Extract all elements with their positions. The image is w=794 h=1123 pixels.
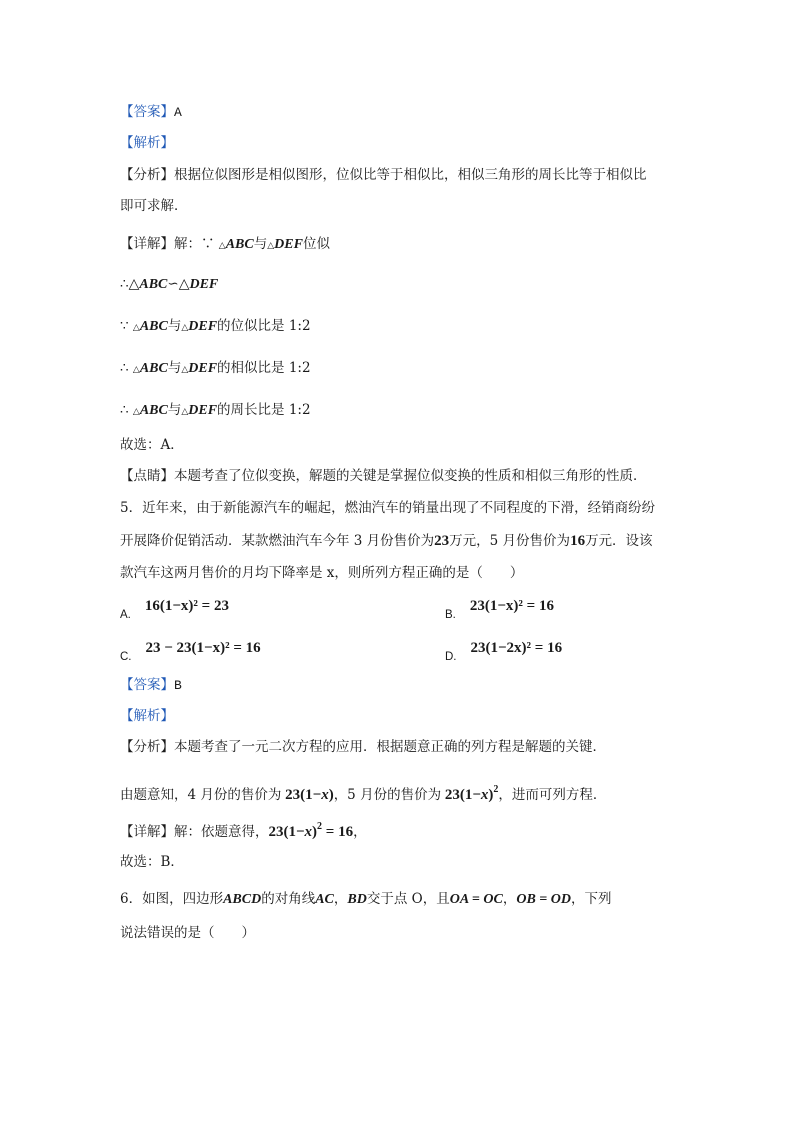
triangle-icon: △: [181, 365, 189, 375]
q5-jiexi-line: [120, 706, 710, 726]
equation-formula: $23(1-x)^2 = 16$: [268, 821, 354, 840]
q6-stem-line1: 6．如图，四边形ABCD的对角线AC，BD交于点 O，且OA = OC，OB = OD，下列: [120, 891, 612, 907]
answer-tag: 【答案】: [120, 677, 174, 693]
q4-similar-line: [120, 274, 710, 295]
option-label: D.: [445, 651, 457, 663]
jie-text: 解：∵: [174, 236, 219, 252]
option-formula: 23(1−x)² = 16: [469, 598, 554, 614]
dianjing-text: 本题考查了位似变换，解题的关键是掌握位似变换的性质和相似三角形的性质．: [174, 468, 647, 484]
q4-answer-line: [120, 102, 710, 123]
option-c[interactable]: [120, 638, 261, 663]
similar-symbol: ∽: [167, 276, 179, 292]
triangle-icon: △: [181, 407, 189, 417]
fenxi-tag: 【分析】: [120, 167, 174, 183]
option-formula: 23(1−2x)² = 16: [470, 640, 563, 656]
triangle-icon: △: [128, 276, 140, 292]
ratio-text: 的位似比是 1:2: [217, 318, 311, 334]
yu-text: 与: [253, 236, 268, 252]
price-march: 23: [434, 533, 450, 549]
xiangjie-tag: 【详解】: [120, 824, 174, 840]
abc-math: ABC: [139, 319, 168, 334]
triangle-icon: △: [218, 241, 226, 251]
q6-stem-text: 交于点 O，且: [366, 891, 450, 907]
option-b[interactable]: [445, 596, 554, 621]
reasoning-text: 由题意知，4 月份的售价为: [120, 787, 282, 803]
answer-value: B: [174, 678, 182, 693]
guxuan-text: 故选：A．: [120, 437, 184, 453]
option-label: A.: [120, 609, 131, 621]
yu-text: 与: [167, 360, 182, 376]
option-formula: 23 − 23(1−x)² = 16: [145, 640, 261, 656]
fenxi-text-cont: 即可求解．: [120, 198, 188, 214]
q5-stem-line3: [120, 563, 710, 583]
abc-math: ABC: [139, 403, 168, 418]
reasoning-text: ，进而可列方程．: [498, 787, 607, 803]
bd-math: BD: [347, 892, 367, 907]
q4-xiangjie-line: [120, 234, 710, 256]
q5-xiangjie-line: 【详解】解：依题意得，$23(1-x)^2 = 16$，: [120, 821, 367, 840]
option-label: C.: [120, 651, 132, 663]
reasoning-text: ，5 月份的售价为: [333, 787, 442, 803]
triangle-icon: △: [178, 276, 190, 292]
dianjing-tag: 【点睛】: [120, 468, 174, 484]
jiexi-tag: 【解析】: [120, 708, 174, 724]
option-formula: 16(1−x)² = 23: [144, 598, 229, 614]
yu-text: 与: [167, 402, 182, 418]
april-price-formula: 23(1−x): [281, 787, 334, 803]
guxuan-text: 故选：B．: [120, 854, 184, 870]
q6-stem-text: 说法错误的是（ ）: [120, 925, 255, 941]
q5-stem-text: 万元，5 月份售价为: [449, 533, 571, 549]
q4-zhouchang-ratio-line: [120, 400, 710, 422]
q5-fenxi-line: [120, 737, 710, 757]
q5-stem-text: 万元．设该: [585, 533, 653, 549]
oa-oc-math: OA = OC: [449, 892, 503, 907]
def-math: DEF: [188, 403, 218, 418]
yu-text: 与: [167, 318, 182, 334]
triangle-icon: △: [181, 323, 189, 333]
fenxi-tag: 【分析】: [120, 739, 174, 755]
def-math: DEF: [188, 361, 218, 376]
abc-math: ABC: [139, 361, 168, 376]
q4-dianjing-line: [120, 466, 710, 486]
therefore-symbol: ∴: [120, 402, 129, 418]
triangle-icon: △: [132, 365, 140, 375]
jiexi-tag: 【解析】: [120, 135, 174, 151]
q5-guxuan-line: [120, 852, 710, 872]
because-symbol: ∵: [120, 318, 129, 334]
def-math: DEF: [274, 237, 303, 252]
fenxi-text: 根据位似图形是相似图形，位似比等于相似比，相似三角形的周长比等于相似比: [174, 167, 647, 183]
q6-stem-text: 的对角线: [261, 891, 316, 907]
q4-guxuan-line: [120, 435, 710, 455]
ob-od-math: OB = OD: [516, 892, 571, 907]
triangle-icon: △: [132, 323, 140, 333]
abcd-math: ABCD: [223, 892, 262, 907]
ac-math: AC: [315, 892, 334, 907]
abc-math: ABC: [139, 277, 168, 292]
may-price-formula: $23(1-x)^2$: [441, 784, 499, 803]
xiangjie-tag: 【详解】: [120, 236, 174, 252]
q6-stem-text: ，下列: [570, 891, 612, 907]
fenxi-text: 本题考查了一元二次方程的应用．根据题意正确的列方程是解题的关键．: [174, 739, 606, 755]
q5-stem-text: 开展降价促销活动．某款燃油汽车今年 3 月份售价为: [120, 533, 435, 549]
option-d[interactable]: [445, 638, 563, 663]
xiangjie-text: 解：依题意得，: [174, 824, 269, 840]
triangle-icon: △: [267, 241, 275, 251]
q5-stem-text: 5．近年来，由于新能源汽车的崛起，燃油汽车的销量出现了不同程度的下滑，经销商纷纷: [120, 500, 656, 516]
ratio-text: 的相似比是 1:2: [217, 360, 311, 376]
price-may: 16: [570, 533, 586, 549]
q6-stem-text: 6．如图，四边形: [120, 891, 224, 907]
q4-weisi-ratio-line: [120, 316, 710, 338]
abc-math: ABC: [225, 237, 254, 252]
triangle-icon: △: [132, 407, 140, 417]
def-math: DEF: [188, 319, 218, 334]
q5-answer-line: [120, 675, 710, 696]
q5-stem-line1: [120, 498, 710, 518]
weisi-text: 位似: [302, 236, 330, 252]
option-label: B.: [445, 609, 456, 621]
q4-fenxi-line1: [120, 165, 710, 185]
therefore-symbol: ∴: [120, 360, 129, 376]
ratio-text: 的周长比是 1:2: [217, 402, 311, 418]
answer-tag: 【答案】: [120, 104, 174, 120]
answer-value: A: [174, 105, 182, 120]
def-math: DEF: [189, 277, 219, 292]
q5-reasoning-line: [120, 780, 710, 805]
q6-stem-line2: [120, 923, 710, 943]
q5-stem-line2: [120, 531, 710, 551]
option-a[interactable]: [120, 596, 229, 621]
therefore-symbol: ∴: [120, 276, 129, 292]
q4-jiexi-line: [120, 133, 710, 153]
q4-fenxi-line2: [120, 196, 710, 216]
q4-xiangsi-ratio-line: [120, 358, 710, 380]
q5-stem-text: 款汽车这两月售价的月均下降率是 x，则所列方程正确的是（ ）: [120, 565, 524, 581]
